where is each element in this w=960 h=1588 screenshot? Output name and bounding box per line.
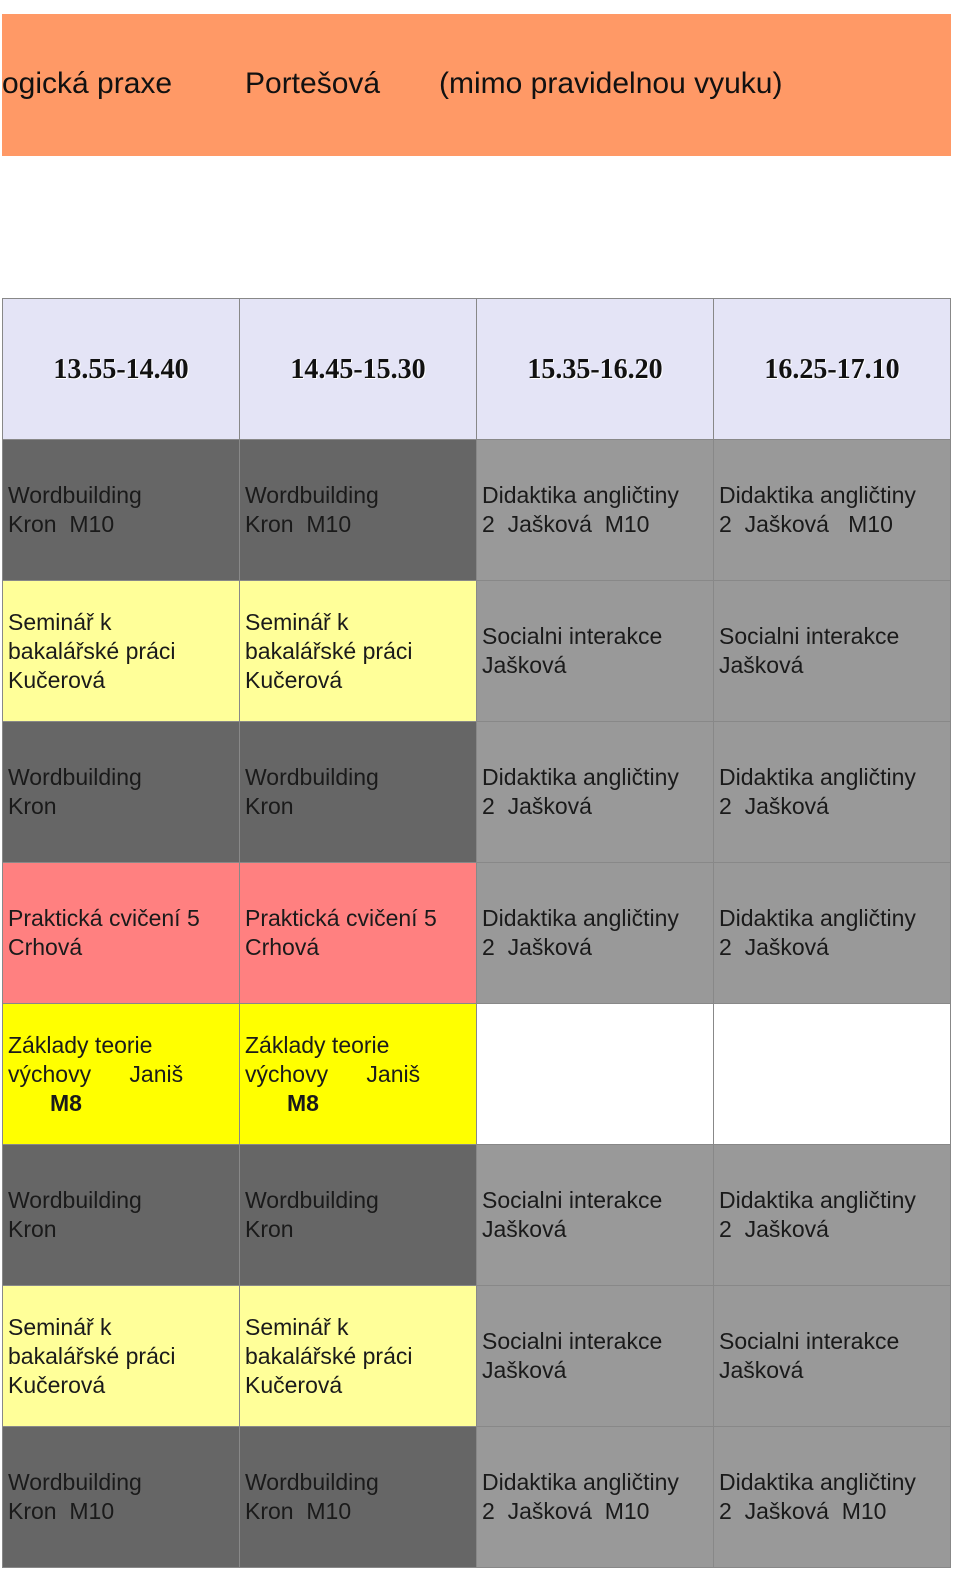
- course-details: Jašková: [719, 652, 804, 678]
- course-name: Wordbuilding: [245, 1469, 379, 1495]
- class-cell: [3, 1145, 240, 1286]
- class-cell: [714, 1145, 951, 1286]
- course-name-cont: bakalářské práci: [8, 1342, 176, 1369]
- course-name-cont: výchovy Janiš: [8, 1060, 184, 1087]
- class-cell: [240, 1286, 477, 1427]
- course-details: 2 Jašková M10: [719, 1498, 887, 1524]
- course-teacher: Kučerová: [8, 666, 106, 693]
- course-teacher: Kučerová: [245, 1371, 343, 1398]
- course-details: Jašková: [719, 1357, 804, 1383]
- course-name: Socialni interakce: [482, 623, 663, 649]
- class-cell: [240, 1145, 477, 1286]
- course-name: Didaktika angličtiny: [719, 1187, 916, 1213]
- course-details: Crhová: [245, 934, 320, 960]
- empty-cell: [477, 1004, 714, 1145]
- course-name: Wordbuilding: [8, 1187, 142, 1213]
- schedule-row: [3, 863, 951, 1004]
- class-cell: [477, 863, 714, 1004]
- course-details: 2 Jašková M10: [482, 511, 650, 537]
- time-slot-header: 15.35-16.20: [477, 299, 714, 440]
- course-details: Kron M10: [8, 511, 115, 537]
- class-cell: [714, 863, 951, 1004]
- class-cell: [240, 440, 477, 581]
- course-details: 2 Jašková M10: [719, 511, 893, 537]
- class-cell: [714, 1286, 951, 1427]
- class-cell: [3, 1427, 240, 1568]
- time-slot-header: 16.25-17.10: [714, 299, 951, 440]
- class-cell: [3, 440, 240, 581]
- course-name: Wordbuilding: [8, 1469, 142, 1495]
- course-details: 2 Jašková M10: [482, 1498, 650, 1524]
- course-name: Didaktika angličtiny: [482, 1469, 679, 1495]
- course-details: 2 Jašková: [719, 793, 829, 819]
- class-cell: [3, 581, 240, 722]
- class-cell: [477, 722, 714, 863]
- course-name: Seminář k: [245, 1313, 349, 1340]
- time-slot-header: 14.45-15.30: [240, 299, 477, 440]
- class-cell: [714, 722, 951, 863]
- class-cell: [477, 1427, 714, 1568]
- course-details: 2 Jašková: [719, 1216, 829, 1242]
- course-name: Základy teorie: [245, 1031, 390, 1058]
- room-label: M8: [50, 1089, 82, 1116]
- class-cell: [477, 1145, 714, 1286]
- class-cell: [3, 863, 240, 1004]
- course-name: Didaktika angličtiny: [719, 905, 916, 931]
- schedule-row: [3, 1427, 951, 1568]
- banner-teacher: Portešová: [245, 67, 381, 100]
- schedule-row: [3, 1286, 951, 1427]
- course-details: 2 Jašková: [482, 793, 592, 819]
- class-cell: [3, 1286, 240, 1427]
- course-name: Didaktika angličtiny: [719, 482, 916, 508]
- time-header-row: [3, 299, 951, 440]
- course-details: Kron: [245, 793, 294, 819]
- class-cell: [477, 1286, 714, 1427]
- class-cell: [240, 1427, 477, 1568]
- course-name: Didaktika angličtiny: [482, 905, 679, 931]
- course-details: Kron: [245, 1216, 294, 1242]
- time-slot-header: 13.55-14.40: [3, 299, 240, 440]
- class-cell: [3, 722, 240, 863]
- title-banner: [2, 14, 951, 156]
- course-details: Kron M10: [245, 1498, 352, 1524]
- schedule-table: [2, 298, 951, 1568]
- course-name: Wordbuilding: [245, 1187, 379, 1213]
- course-name: Wordbuilding: [245, 764, 379, 790]
- course-details: 2 Jašková: [719, 934, 829, 960]
- course-details: Kron: [8, 793, 57, 819]
- class-cell: [714, 440, 951, 581]
- course-name-cont: bakalářské práci: [8, 637, 176, 664]
- course-name: Seminář k: [8, 608, 112, 635]
- class-cell: [477, 440, 714, 581]
- schedule-row: [3, 1145, 951, 1286]
- class-cell: [240, 581, 477, 722]
- course-name: Didaktika angličtiny: [719, 764, 916, 790]
- banner-course-title: ogická praxe: [2, 67, 173, 100]
- course-details: Jašková: [482, 652, 567, 678]
- room-label: M8: [287, 1089, 319, 1116]
- class-cell: [477, 581, 714, 722]
- course-name: Socialni interakce: [482, 1328, 663, 1354]
- course-details: Jašková: [482, 1357, 567, 1383]
- course-details: Kron M10: [8, 1498, 115, 1524]
- course-name: Didaktika angličtiny: [482, 482, 679, 508]
- course-name: Socialni interakce: [719, 623, 900, 649]
- empty-cell: [714, 1004, 951, 1145]
- class-cell: [3, 1004, 240, 1145]
- course-details: Kron: [8, 1216, 57, 1242]
- course-name: Praktická cvičení 5: [8, 905, 200, 931]
- banner-note: (mimo pravidelnou vyuku): [439, 67, 783, 100]
- course-name-cont: bakalářské práci: [245, 1342, 413, 1369]
- course-name: Wordbuilding: [8, 482, 142, 508]
- course-details: Crhová: [8, 934, 83, 960]
- course-name: Socialni interakce: [482, 1187, 663, 1213]
- course-name-cont: výchovy Janiš: [245, 1060, 421, 1087]
- course-name: Seminář k: [8, 1313, 112, 1340]
- course-teacher: Kučerová: [245, 666, 343, 693]
- class-cell: [240, 722, 477, 863]
- course-name: Seminář k: [245, 608, 349, 635]
- course-name: Wordbuilding: [245, 482, 379, 508]
- class-cell: [714, 1427, 951, 1568]
- course-name: Socialni interakce: [719, 1328, 900, 1354]
- schedule-row: [3, 1004, 951, 1145]
- schedule-row: [3, 440, 951, 581]
- class-cell: [240, 1004, 477, 1145]
- schedule-row: [3, 722, 951, 863]
- course-details: 2 Jašková: [482, 934, 592, 960]
- course-name: Didaktika angličtiny: [719, 1469, 916, 1495]
- course-teacher: Kučerová: [8, 1371, 106, 1398]
- course-name: Didaktika angličtiny: [482, 764, 679, 790]
- course-name: Praktická cvičení 5: [245, 905, 437, 931]
- class-cell: [714, 581, 951, 722]
- class-cell: [240, 863, 477, 1004]
- course-name-cont: bakalářské práci: [245, 637, 413, 664]
- course-name: Základy teorie: [8, 1031, 153, 1058]
- course-details: Kron M10: [245, 511, 352, 537]
- course-name: Wordbuilding: [8, 764, 142, 790]
- schedule-row: [3, 581, 951, 722]
- course-details: Jašková: [482, 1216, 567, 1242]
